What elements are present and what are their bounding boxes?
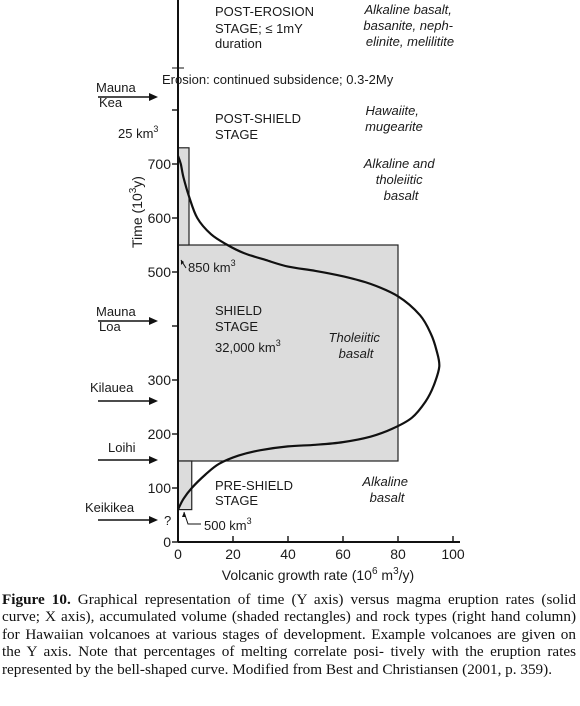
x-ticks xyxy=(174,536,465,562)
volume-label-25: 25 $km^3$ xyxy=(118,124,159,141)
volume-label-500: 500 $km^3$ xyxy=(204,516,252,533)
volume-label-850: 850 $km^3$ xyxy=(188,258,236,275)
y-tick-label: 200 xyxy=(147,426,171,442)
arrow-keikikea xyxy=(98,516,158,524)
y-tick-label: 500 xyxy=(147,264,171,280)
x-tick-label: 60 xyxy=(335,546,351,562)
caption-label: Figure 10. xyxy=(2,591,71,608)
y-tick-label: 0 xyxy=(163,534,171,550)
stage-post-erosion: POST-EROSION STAGE; ≤ 1mY duration xyxy=(215,4,314,51)
caption-line-3: hand column) for Hawaiian volcanoes at various stages of development. Example xyxy=(2,608,577,643)
arrow-loihi xyxy=(98,456,158,464)
y-tick-label: 600 xyxy=(147,210,171,226)
rock-type-post-erosion: Alkaline basalt, basanite, neph- elinite, melilitite xyxy=(363,2,455,49)
y-tick-label: 100 xyxy=(147,480,171,496)
volcano-mauna-kea: Mauna Kea xyxy=(96,80,136,110)
rock-type-pre-shield: Alkaline basalt xyxy=(362,474,408,505)
x-axis-label: Volcanic growth rate ($10^6$ $m^3/y$) xyxy=(221,566,415,583)
caption-line-2: (solid curve; X axis), accumulated volume (shaded rectangles) and rock types (right xyxy=(2,591,576,626)
volcano-mauna-loa: Mauna Loa xyxy=(96,304,136,334)
x-tick-label: 100 xyxy=(441,546,465,562)
rock-type-post-shield: Hawaiite, mugearite xyxy=(365,103,423,134)
volcano-kilauea: Kilauea xyxy=(90,380,134,395)
x-tick-label: 0 xyxy=(174,546,182,562)
caption-line-6: Best and Christiansen (2001, p. 359). xyxy=(325,660,552,678)
x-tick-label: 40 xyxy=(280,546,296,562)
caption-line-4: volcanoes are given on the Y axis. Note that percentages of melting correlate posi- xyxy=(2,625,576,661)
y-tick-label: 700 xyxy=(147,156,171,172)
figure-caption xyxy=(2,591,576,678)
y-axis-label: Time $(10^3y)$ xyxy=(128,176,145,248)
y-tick-label: 300 xyxy=(147,372,171,388)
y-ticks xyxy=(148,110,178,550)
volcano-keikikea: Keikikea xyxy=(85,500,135,515)
rock-type-late-shield: Alkaline and tholeiitic basalt xyxy=(363,156,435,203)
volume-500-leader xyxy=(184,512,201,524)
rock-type-shield: Tholeiitic basalt xyxy=(328,330,380,361)
stage-shield: SHIELD STAGE 32,000 $km^3$ xyxy=(215,303,281,355)
caption-line-1: Graphical representation of time (Y axis) versus magma eruption rates xyxy=(70,591,535,608)
volume-rect-pre-shield xyxy=(178,461,192,510)
volcano-loihi: Loihi xyxy=(108,440,136,455)
caption-line-5: tively with the eruption rates represented by the bell-shaped curve. Modified from xyxy=(2,643,576,678)
stage-pre-shield: PRE-SHIELD STAGE xyxy=(215,478,294,508)
stage-post-shield: POST-SHIELD STAGE xyxy=(215,111,301,142)
x-tick-label: 20 xyxy=(225,546,241,562)
question-mark: ? xyxy=(164,513,172,528)
volume-500-arrow xyxy=(182,512,186,517)
volume-rectangles xyxy=(178,148,398,510)
arrow-kilauea xyxy=(98,397,158,405)
x-tick-label: 80 xyxy=(390,546,406,562)
erosion-note: Erosion: continued subsidence; 0.3-2My xyxy=(162,72,394,87)
